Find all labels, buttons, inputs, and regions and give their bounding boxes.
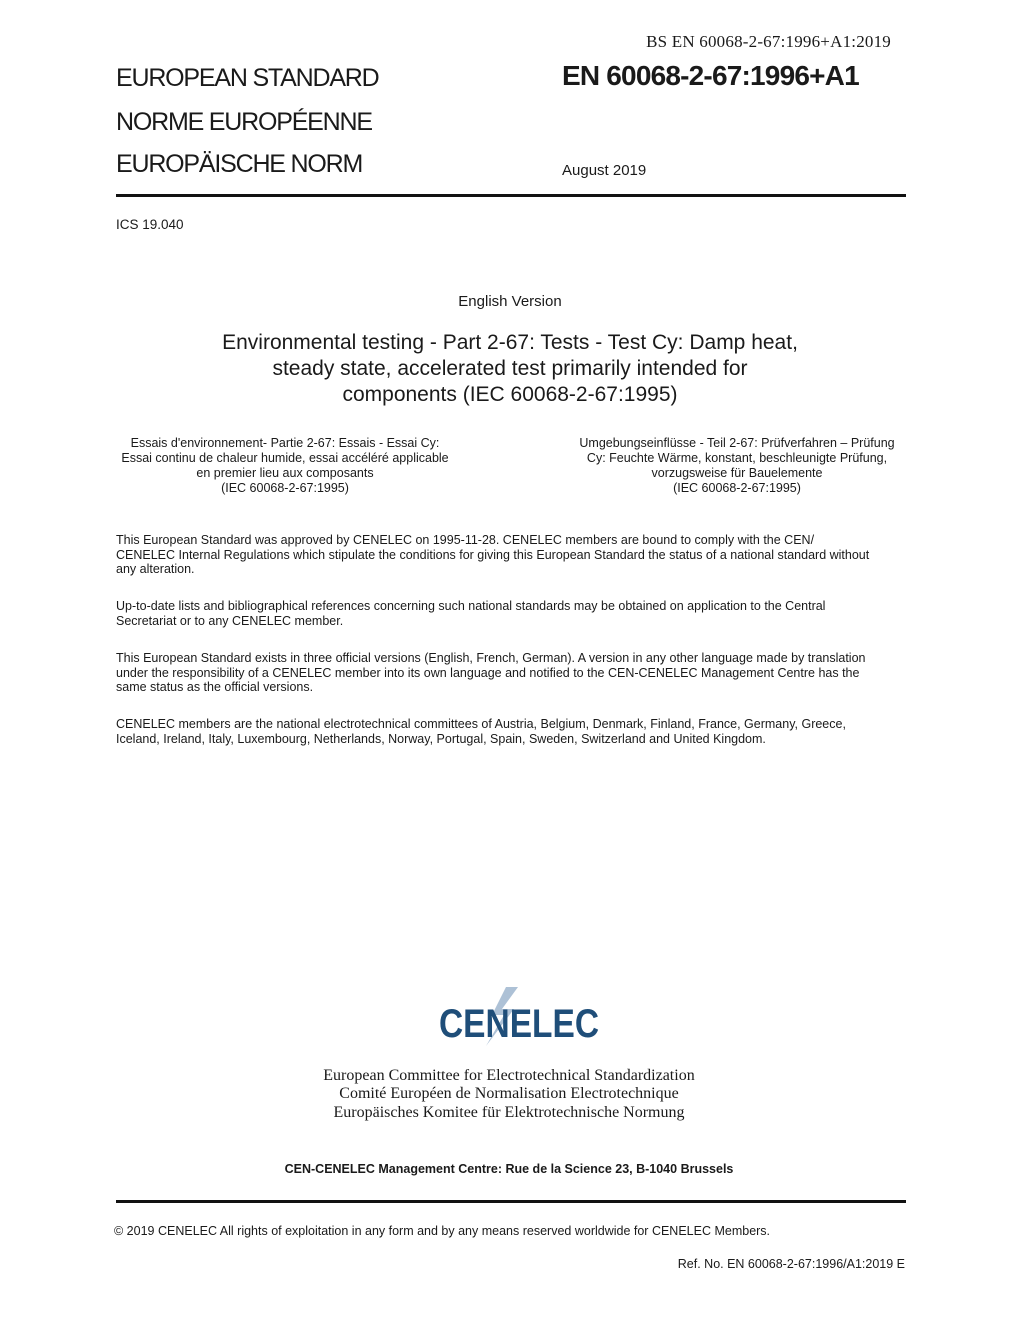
language-version: English Version [458, 293, 562, 310]
french-title-line: en premier lieu aux composants [196, 466, 374, 480]
organization-name-german: Europäisches Komitee für Elektrotechnische Normung [333, 1104, 685, 1121]
approval-paragraph [116, 533, 906, 577]
paragraph-line: under the responsibility of a CENELEC member into its own language and notified to the CEN-CENELEC Management Centre has the [116, 665, 860, 680]
bottom-divider [116, 1200, 906, 1203]
german-title-line: Umgebungseinflüsse - Teil 2-67: Prüfverfahren – Prüfung [579, 436, 895, 450]
standard-title-french: NORME EUROPÉENNE [116, 108, 372, 136]
organization-name-english: European Committee for Electrotechnical Standardization [323, 1067, 695, 1084]
references-paragraph [116, 599, 906, 628]
german-title-line: Cy: Feuchte Wärme, konstant, beschleunigte Prüfung, [586, 451, 888, 465]
paragraph-line: Secretariat or to any CENELEC member. [116, 613, 344, 628]
management-centre-address: CEN-CENELEC Management Centre: Rue de la Science 23, B-1040 Brussels [284, 1162, 734, 1176]
versions-paragraph [116, 651, 906, 695]
paragraph-line: This European Standard exists in three official versions (English, French, German). A version in any other language made by translation [116, 651, 866, 665]
french-title-line: Essai continu de chaleur humide, essai accéléré applicable [121, 451, 449, 465]
cenelec-logo-text: CENELEC [439, 1002, 599, 1046]
paragraph-line: CENELEC Internal Regulations which stipulate the conditions for giving this European Standard the status of a national standard without [116, 547, 870, 562]
title-line: steady state, accelerated test primarily intended for [272, 357, 748, 380]
copyright-notice: © 2019 CENELEC All rights of exploitation in any form and by any means reserved worldwide for CENELEC Members. [114, 1224, 771, 1238]
top-divider [116, 194, 906, 197]
title-line: Environmental testing - Part 2-67: Tests - Test Cy: Damp heat, [222, 331, 798, 354]
french-title-line: (IEC 60068-2-67:1995) [221, 481, 349, 495]
german-title-line: (IEC 60068-2-67:1995) [673, 481, 801, 495]
organization-name-french: Comité Européen de Normalisation Electrotechnique [339, 1085, 679, 1102]
standard-number: EN 60068-2-67:1996+A1 [562, 60, 859, 91]
french-title-line: Essais d'environnement- Partie 2-67: Essais - Essai Cy: [130, 436, 440, 450]
paragraph-line: CENELEC members are the national electrotechnical committees of Austria, Belgium, Denmark, Finland, France, Germany, Greece, [116, 717, 846, 731]
standard-title-german: EUROPÄISCHE NORM [116, 150, 363, 178]
paragraph-line: Iceland, Ireland, Italy, Luxembourg, Netherlands, Norway, Portugal, Spain, Sweden, Switzerland and United Kingdom. [116, 731, 766, 746]
french-title [116, 436, 454, 496]
reference-number: Ref. No. EN 60068-2-67:1996/A1:2019 E [677, 1257, 905, 1271]
german-title-line: vorzugsweise für Bauelemente [651, 466, 823, 480]
standard-title-english: EUROPEAN STANDARD [116, 64, 379, 92]
paragraph-line: same status as the official versions. [116, 680, 314, 695]
bs-reference: BS EN 60068-2-67:1996+A1:2019 [646, 32, 891, 51]
paragraph-line: Up-to-date lists and bibliographical references concerning such national standards may be obtained on application to the Central [116, 599, 826, 613]
paragraph-line: This European Standard was approved by CENELEC on 1995-11-28. CENELEC members are bound to comply with the CEN/ [116, 533, 815, 547]
title-line: components (IEC 60068-2-67:1995) [342, 383, 678, 406]
members-paragraph [116, 717, 906, 746]
publication-date: August 2019 [562, 162, 647, 179]
document-title [190, 330, 830, 408]
german-title [568, 436, 906, 496]
cenelec-logo [434, 985, 604, 1047]
paragraph-line: any alteration. [116, 562, 195, 577]
ics-code: ICS 19.040 [116, 217, 184, 232]
